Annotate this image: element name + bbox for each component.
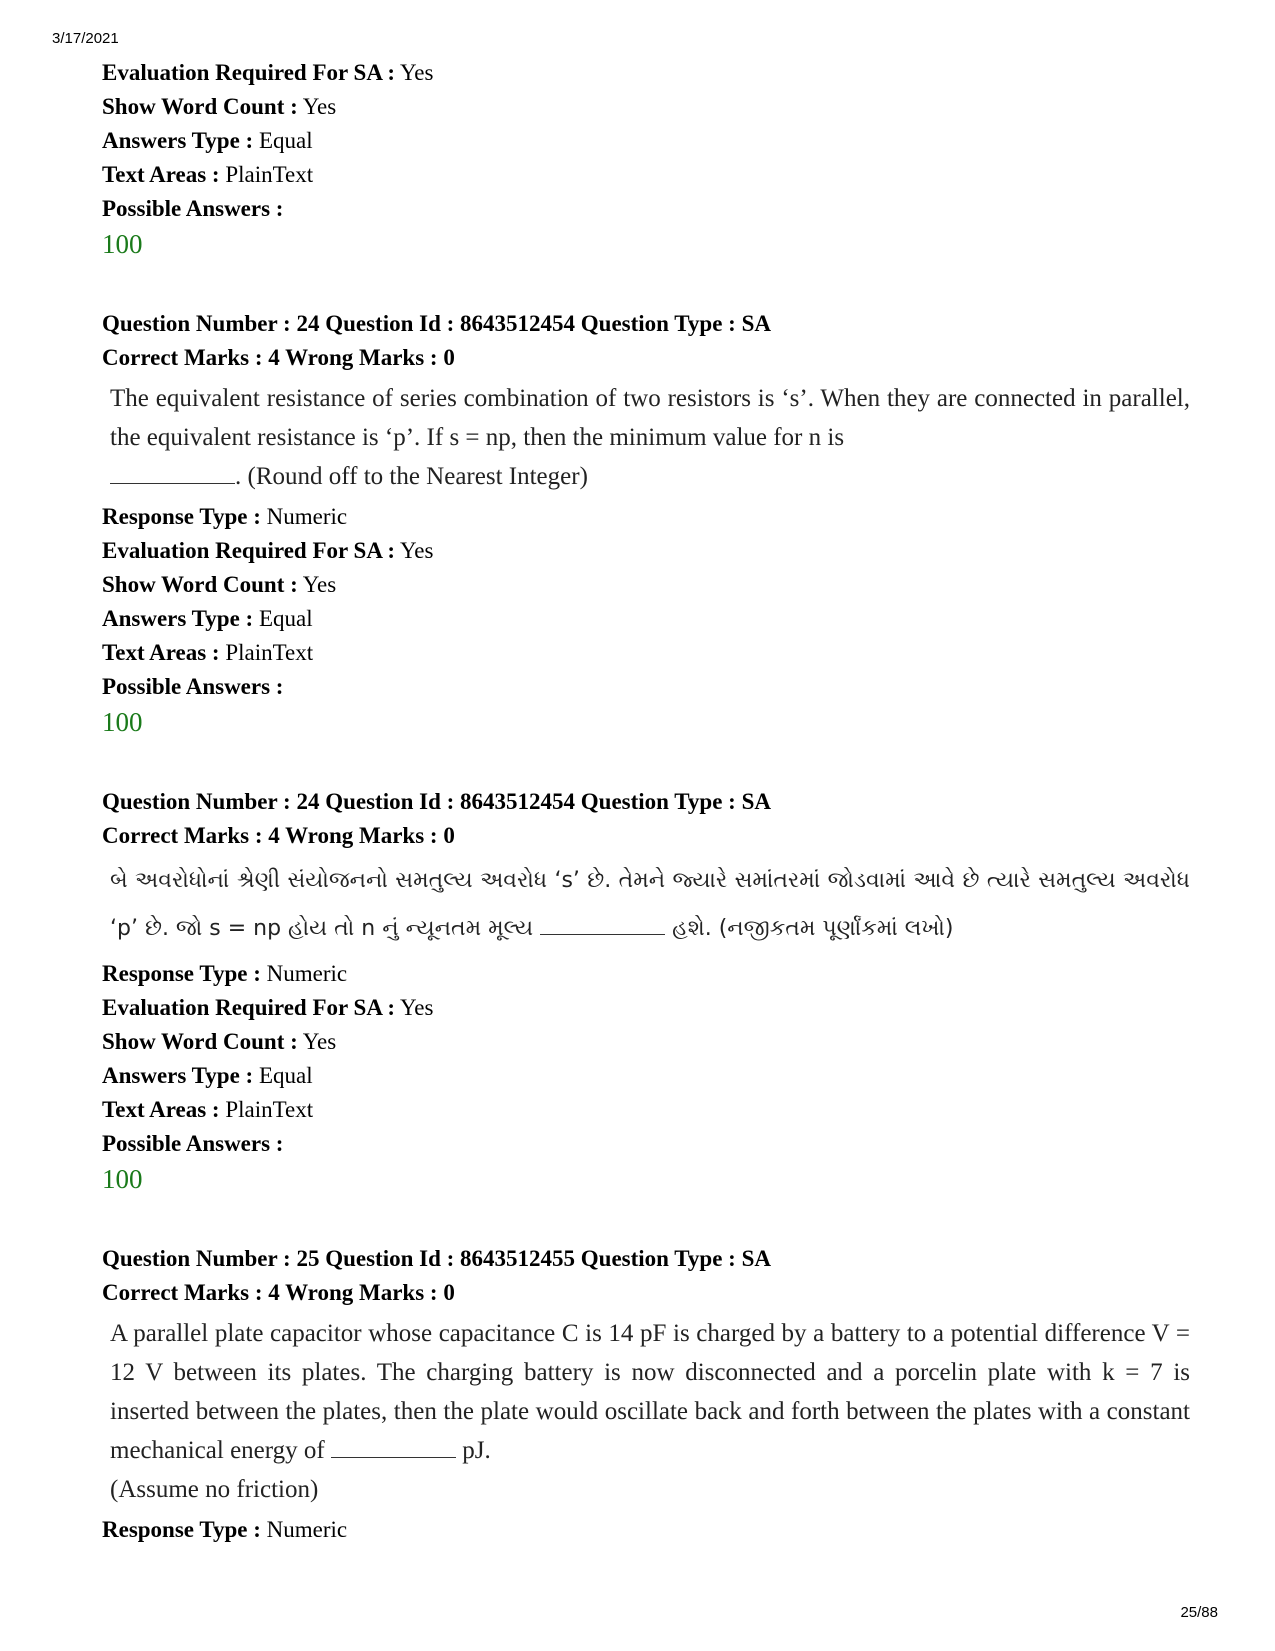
answer-blank (540, 912, 665, 935)
page-content (102, 56, 1190, 1547)
possible-answer-value: 100 (102, 229, 143, 259)
question-23-settings (102, 56, 1182, 262)
possible-answers-label: Possible Answers : (102, 196, 284, 221)
question-24-english (102, 307, 1190, 740)
answers-type-field: Answers Type : Equal (102, 128, 313, 153)
text-areas-field: Text Areas : PlainText (102, 640, 314, 665)
question-marks: Correct Marks : 4 Wrong Marks : 0 (102, 823, 455, 848)
text-areas-field: Text Areas : PlainText (102, 1097, 314, 1122)
answer-blank (331, 1435, 456, 1458)
possible-answers-label: Possible Answers : (102, 1131, 284, 1156)
question-header: Question Number : 25 Question Id : 8643512455 Question Type : SA (102, 1246, 771, 1271)
show-word-count-field: Show Word Count : Yes (102, 572, 337, 597)
possible-answer-value: 100 (102, 1164, 143, 1194)
evaluation-required-field: Evaluation Required For SA : Yes (102, 995, 434, 1020)
possible-answer-value: 100 (102, 707, 143, 737)
answers-type-field: Answers Type : Equal (102, 1063, 313, 1088)
response-type-field: Response Type : Numeric (102, 504, 348, 529)
print-date: 3/17/2021 (52, 30, 119, 47)
show-word-count-field: Show Word Count : Yes (102, 1029, 337, 1054)
question-header: Question Number : 24 Question Id : 8643512454 Question Type : SA (102, 789, 771, 814)
evaluation-required-field: Evaluation Required For SA : Yes (102, 60, 434, 85)
question-header: Question Number : 24 Question Id : 8643512454 Question Type : SA (102, 311, 771, 336)
answer-blank (110, 461, 235, 484)
page-number: 25/88 (1180, 1604, 1218, 1621)
question-note: (Assume no friction) (110, 1476, 319, 1503)
question-marks: Correct Marks : 4 Wrong Marks : 0 (102, 345, 455, 370)
question-marks: Correct Marks : 4 Wrong Marks : 0 (102, 1280, 455, 1305)
question-25 (102, 1242, 1190, 1547)
question-text: The equivalent resistance of series combination of two resistors is ‘s’. When they are connected in parallel, the equivalent resistance is ‘p’. If s = np, then the minimum value for n is . (Round off to the Nearest Integer) (110, 385, 1190, 490)
response-type-field: Response Type : Numeric (102, 961, 348, 986)
answers-type-field: Answers Type : Equal (102, 606, 313, 631)
possible-answers-label: Possible Answers : (102, 674, 284, 699)
text-areas-field: Text Areas : PlainText (102, 162, 314, 187)
response-type-field: Response Type : Numeric (102, 1517, 348, 1542)
evaluation-required-field: Evaluation Required For SA : Yes (102, 538, 434, 563)
question-text: A parallel plate capacitor whose capacitance C is 14 pF is charged by a battery to a potential difference V = 12 V between its plates. The charging battery is now disconnected and a porcelin plate with k = 7 is inserted between the plates, then the plate would oscillate back and forth between the plates with a constant mechanical energy of pJ. (Assume no friction) (110, 1320, 1190, 1503)
show-word-count-field: Show Word Count : Yes (102, 94, 337, 119)
question-24-gujarati (102, 785, 1190, 1197)
question-text: બે અવરોધોનાં શ્રેણી સંયોજનનો સમતુલ્ય અવરોધ ‘s’ છે. તેમને જ્યારે સમાંતરમાં જોડવામાં આવે છે ત્યારે સમતુલ્ય અવરોધ ‘p’ છે. જો s = np હોય તો n નું ન્યૂનતમ મૂલ્ય હશે. (નજીકતમ પૂર્ણાંકમાં લખો) (110, 868, 1190, 941)
